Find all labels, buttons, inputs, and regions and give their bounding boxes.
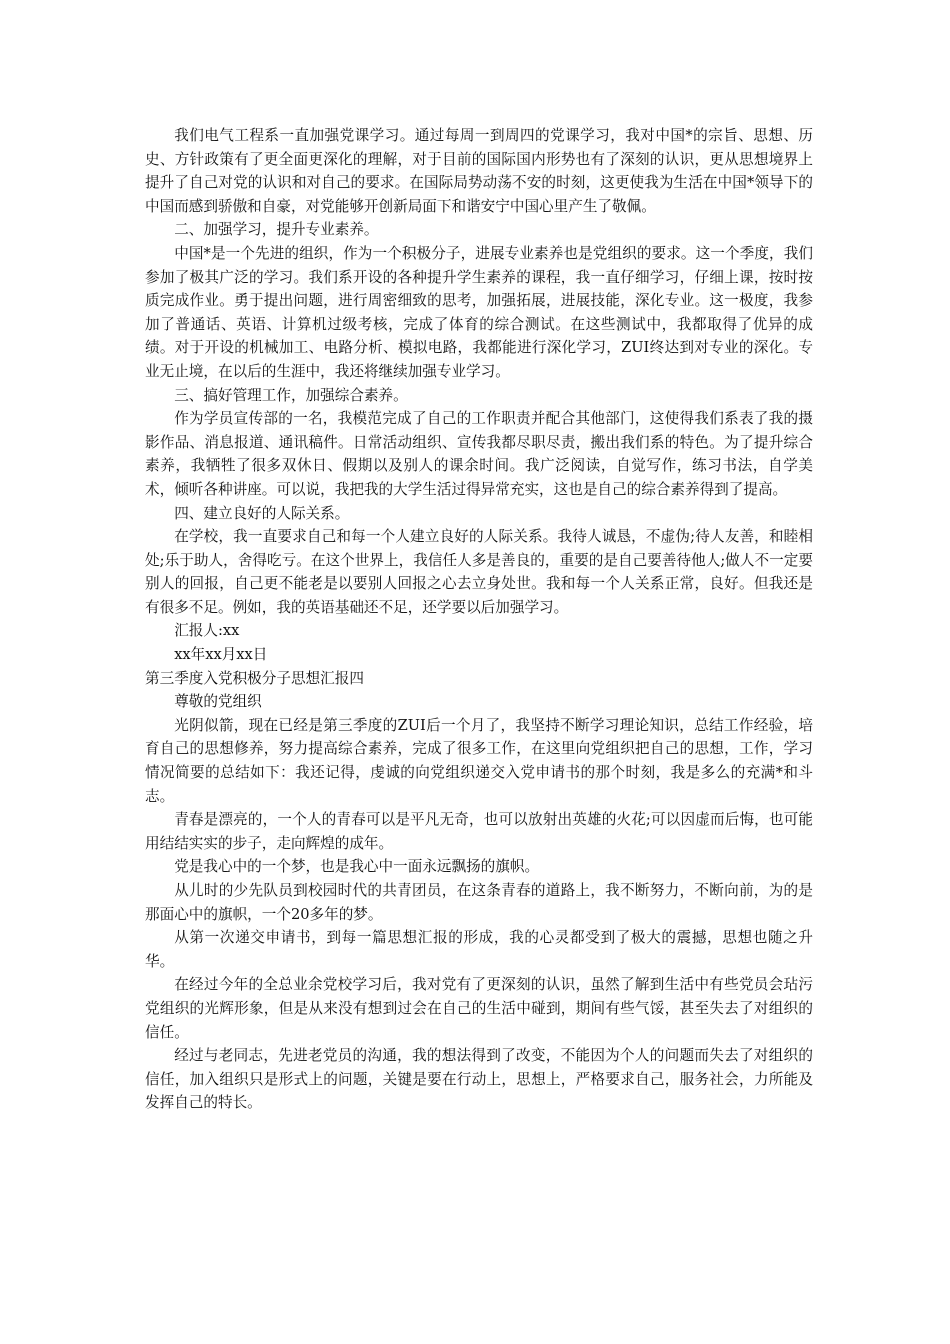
paragraph-interpersonal: 在学校，我一直要求自己和每一个人建立良好的人际关系。我待人诚恳，不虚伪;待人友善，和睦相处;乐于助人，舍得吃亏。在这个世界上，我信任人多是善良的，重要的是自己要善待他人;做人不一定要别人的回报，自己更不能老是以要别人回报之心去立身处世。我和每一个人关系正常，良好。但我还是有很多不足。例如，我的英语基础还不足，还学要以后加强学习。	[145, 528, 813, 616]
salutation: 尊敬的党组织	[174, 693, 262, 711]
paragraph-youth: 青春是漂亮的，一个人的青春可以是平凡无奇，也可以放射出英雄的火花;可以因虚而后悔，也可能用结结实实的步子，走向辉煌的成年。	[145, 811, 813, 852]
section-heading-4: 四、建立良好的人际关系。	[174, 504, 350, 522]
paragraph-study-party-lessons: 我们电气工程系一直加强党课学习。通过每周一到周四的党课学习，我对中国*的宗旨、思想、历史、方针政策有了更全面更深化的理解，对于目前的国际国内形势也有了深刻的认识，更从思想境界上提升了自己对党的认识和对自己的要求。在国际局势动荡不安的时刻，这更使我为生活在中国*领导下的中国而感到骄傲和自豪，对党能够开创新局面下和谐安宁中国心里产生了敬佩。	[145, 127, 813, 215]
section-heading-3: 三、搞好管理工作，加强综合素养。	[174, 386, 408, 404]
report-title: 第三季度入党积极分子思想汇报四	[145, 669, 364, 687]
paragraph-time-flies: 光阴似箭，现在已经是第三季度的ZUI后一个月了，我坚持不断学习理论知识，总结工作经验，培育自己的思想修养，努力提高综合素养，完成了很多工作，在这里向党组织把自己的思想，工作，学习情况简要的总结如下：我还记得，虔诚的向党组织递交入党申请书的那个时刻，我是多么的充满*和斗志。	[145, 716, 813, 805]
paragraph-first-application: 从第一次递交申请书，到每一篇思想汇报的形成，我的心灵都受到了极大的震撼，思想也随之升华。	[145, 929, 813, 970]
paragraph-communication: 经过与老同志，先进老党员的沟通，我的想法得到了改变，不能因为个人的问题而失去了对组织的信任，加入组织只是形式上的问题，关键是要在行动上，思想上，严格要求自己，服务社会，力所能及发挥自己的特长。	[145, 1047, 813, 1112]
reporter-signature: 汇报人:xx	[174, 622, 240, 640]
paragraph-party-school: 在经过今年的全总业余党校学习后，我对党有了更深刻的认识，虽然了解到生活中有些党员会玷污党组织的光辉形象，但是从来没有想到过会在自己的生活中碰到，期间有些气馁，甚至失去了对组织的信任。	[145, 976, 813, 1041]
section-heading-2: 二、加强学习，提升专业素养。	[174, 221, 379, 239]
report-date: xx年xx月xx日	[174, 646, 268, 664]
paragraph-professional-quality: 中国*是一个先进的组织，作为一个积极分子，进展专业素养也是党组织的要求。这一个季度，我们参加了极其广泛的学习。我们系开设的各种提升学生素养的课程，我一直仔细学习，仔细上课，按时按质完成作业。勇于提出问题，进行周密细致的思考，加强拓展，进展技能，深化专业。这一极度，我参加了普通话、英语、计算机过级考核，完成了体育的综合测试。在这些测试中，我都取得了优异的成绩。对于开设的机械加工、电路分析、模拟电路，我都能进行深化学习，ZUI终达到对专业的深化。专业无止境，在以后的生涯中，我还将继续加强专业学习。	[145, 244, 813, 380]
paragraph-childhood: 从儿时的少先队员到校园时代的共青团员，在这条青春的道路上，我不断努力，不断向前，为的是那面心中的旗帜，一个20多年的梦。	[145, 882, 813, 923]
paragraph-management-work: 作为学员宣传部的一名，我模范完成了自己的工作职责并配合其他部门，这使得我们系表了我的摄影作品、消息报道、通讯稿件。日常活动组织、宣传我都尽职尽责，搬出我们系的特色。为了提升综合素养，我牺牲了很多双休日、假期以及别人的课余时间。我广泛阅读，自觉写作，练习书法，自学美术，倾听各种讲座。可以说，我把我的大学生活过得异常充实，这也是自己的综合素养得到了提高。	[145, 410, 813, 498]
paragraph-dream: 党是我心中的一个梦，也是我心中一面永远飘扬的旗帜。	[174, 858, 540, 876]
document-body	[145, 124, 813, 1115]
